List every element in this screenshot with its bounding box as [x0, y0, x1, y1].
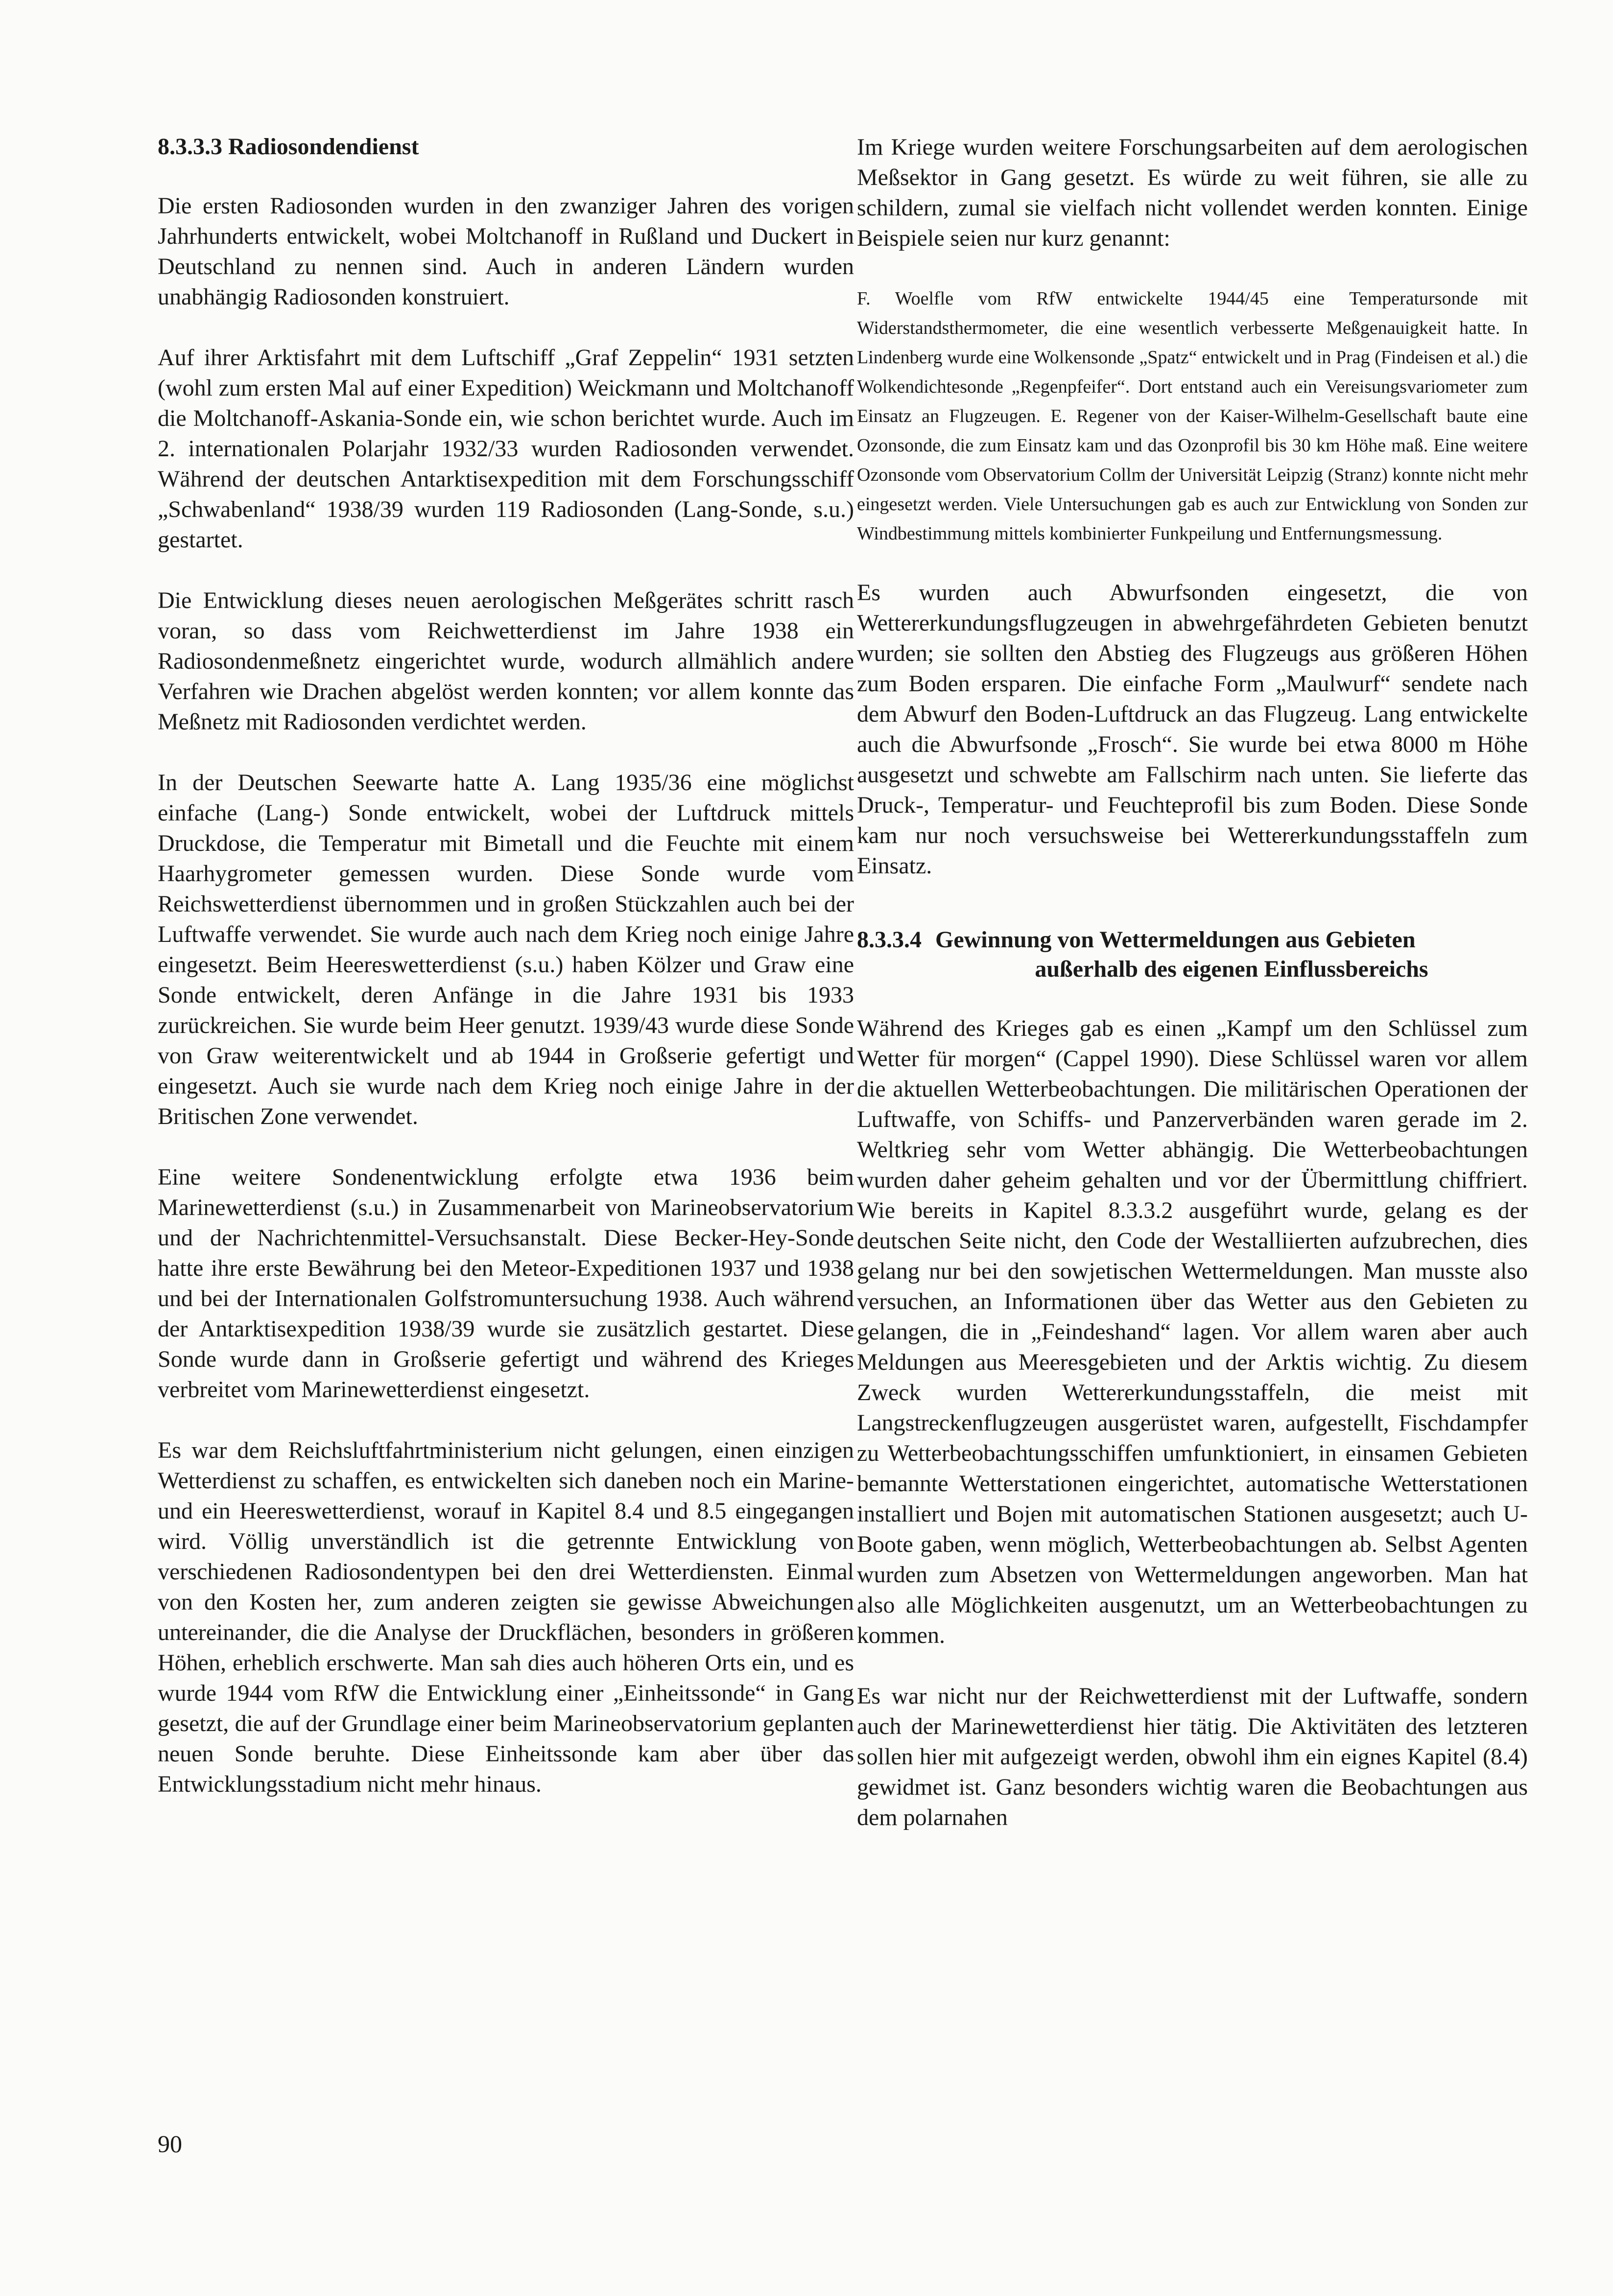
- heading-title-line-2: außerhalb des eigenen Einflussbereichs: [1035, 956, 1428, 982]
- paragraph: Eine weitere Sondenentwicklung erfolgte etwa 1936 beim Marinewetterdienst (s.u.) in Zusammenarbeit von Marineobservatorium und der Nachrichtenmittel-Versuchsanstalt. Diese Becker-Hey-Sonde hatte ihre erste Bewährung bei den Meteor-Expeditionen 1937 und 1938 und bei der Internationalen Golfstromuntersuchung 1938. Auch während der Antarktisexpedition 1938/39 wurde sie zusätzlich gestartet. Diese Sonde wurde dann in Großserie gefertigt und während des Krieges verbreitet vom Marinewetterdienst eingesetzt.: [158, 1164, 854, 1403]
- section-heading-8-3-3-3: 8.3.3.3 Radiosondendienst: [158, 134, 419, 160]
- page-number: 90: [158, 2130, 182, 2157]
- right-column: [857, 132, 1528, 1863]
- paragraph: Die ersten Radiosonden wurden in den zwanziger Jahren des vorigen Jahrhunderts entwickelt, wobei Moltchanoff in Rußland und Duckert in Deutschland zu nennen sind. Auch in anderen Ländern wurden unabhängig Radiosonden konstruiert.: [158, 193, 854, 310]
- paragraph: Während des Krieges gab es einen „Kampf um den Schlüssel zum Wetter für morgen“ (Cappel 1990). Diese Schlüssel waren vor allem die aktuellen Wetterbeobachtungen. Die militärischen Operationen der Luftwaffe, von Schiffs- und Panzerverbänden waren gerade im 2. Weltkrieg sehr vom Wetter abhängig. Die Wetterbeobachtungen wurden daher geheim gehalten und vor der Übermittlung chiffriert. Wie bereits in Kapitel 8.3.3.2 ausgeführt wurde, gelang es der deutschen Seite nicht, den Code der Westalliierten aufzubrechen, dies gelang nur bei den sowjetischen Wettermeldungen. Man musste also versuchen, an Informationen über das Wetter aus den Gebieten zu gelangen, die in „Feindeshand“ lagen. Vor allem waren aber auch Meldungen aus Meeresgebieten und der Arktis wichtig. Zu diesem Zweck wurden Wettererkundungsstaffeln, die meist mit Langstreckenflugzeugen ausgerüstet waren, aufgestellt, Fischdampfer zu Wetterbeobachtungsschiffen umfunktioniert, in einsamen Gebieten bemannte Wetterstationen eingerichtet, automatische Wetterstationen installiert und Bojen mit automatischen Stationen ausgesetzt; auch U-Boote gaben, wenn möglich, Wetterbeobachtungen ab. Selbst Agenten wurden zum Absetzen von Wettermeldungen angeworben. Man hat also alle Möglichkeiten ausgenutzt, um an Wetterbeobachtungen zu kommen.: [857, 1015, 1528, 1648]
- heading-title: [935, 925, 1528, 984]
- small-print-paragraph: F. Woelfle vom RfW entwickelte 1944/45 eine Temperatursonde mit Widerstandsthermometer, die eine wesentlich verbesserte Meßgenauigkeit hatte. In Lindenberg wurde eine Wolkensonde „Spatz“ entwickelt und in Prag (Findeisen et al.) die Wolkendichtesonde „Regenpfeifer“. Dort entstand auch ein Vereisungsvariometer zum Einsatz an Flugzeugen. E. Regener von der Kaiser-Wilhelm-Gesellschaft baute eine Ozonsonde, die zum Einsatz kam und das Ozonprofil bis 30 km Höhe maß. Eine weitere Ozonsonde vom Observatorium Collm der Universität Leipzig (Stranz) konnte nicht mehr eingesetzt werden. Viele Untersuchungen gab es auch zur Entwicklung von Sonden zur Windbestimmung mittels kombinierter Funkpeilung und Entfernungsmessung.: [857, 288, 1528, 544]
- paragraph: Es wurden auch Abwurfsonden eingesetzt, die von Wettererkundungsflugzeugen in abwehrgefährdeten Gebieten benutzt wurden; sie sollten den Abstieg des Flugzeugs aus größeren Höhen zum Boden ersparen. Die einfache Form „Maulwurf“ sendete nach dem Abwurf den Boden-Luftdruck an das Flugzeug. Lang entwickelte auch die Abwurfsonde „Frosch“. Sie wurde bei etwa 8000 m Höhe ausgesetzt und schwebte am Fallschirm nach unten. Sie lieferte das Druck-, Temperatur- und Feuchteprofil bis zum Boden. Diese Sonde kam nur noch versuchsweise bei Wettererkundungsstaffeln zum Einsatz.: [857, 580, 1528, 879]
- paragraph: In der Deutschen Seewarte hatte A. Lang 1935/36 eine möglichst einfache (Lang-) Sonde entwickelt, wobei der Luftdruck mittels Druckdose, die Temperatur mit Bimetall und die Feuchte mit einem Haarhygrometer gemessen wurden. Diese Sonde wurde vom Reichswetterdienst übernommen und in großen Stückzahlen auch bei der Luftwaffe verwendet. Sie wurde auch nach dem Krieg noch einige Jahre eingesetzt. Beim Heereswetterdienst (s.u.) haben Kölzer und Graw eine Sonde entwickelt, deren Anfänge in die Jahre 1931 bis 1933 zurückreichen. Sie wurde beim Heer genutzt. 1939/43 wurde diese Sonde von Graw weiterentwickelt und ab 1944 in Großserie gefertigt und eingesetzt. Auch sie wurde nach dem Krieg noch einige Jahre in der Britischen Zone verwendet.: [158, 770, 854, 1129]
- paragraph: Die Entwicklung dieses neuen aerologischen Meßgerätes schritt rasch voran, so dass vom Reichwetterdienst im Jahre 1938 ein Radiosondenmeßnetz eingerichtet wurde, wodurch allmählich andere Verfahren wie Drachen abgelöst werden konnten; vor allem konnte das Meßnetz mit Radiosonden verdichtet werden.: [158, 587, 854, 735]
- paragraph: Im Kriege wurden weitere Forschungsarbeiten auf dem aerologischen Meßsektor in Gang gesetzt. Es würde zu weit führen, sie alle zu schildern, zumal sie vielfach nicht vollendet werden konnten. Einige Beispiele seien nur kurz genannt:: [857, 134, 1528, 251]
- section-heading-8-3-3-4: [857, 925, 1528, 984]
- left-column: [158, 132, 854, 1830]
- paragraph: Es war dem Reichsluftfahrtministerium nicht gelungen, einen einzigen Wetterdienst zu schaffen, es entwickelten sich daneben noch ein Marine- und ein Heereswetterdienst, worauf in Kapitel 8.4 und 8.5 eingegangen wird. Völlig unverständlich ist die getrennte Entwicklung von verschiedenen Radiosondentypen bei den drei Wetterdiensten. Einmal von den Kosten her, zum anderen zeigten sie gewisse Abweichungen untereinander, die die Analyse der Druckflächen, besonders in größeren Höhen, erheblich erschwerte. Man sah dies auch höheren Orts ein, und es wurde 1944 vom RfW die Entwicklung einer „Einheitssonde“ in Gang gesetzt, die auf der Grundlage einer beim Marineobservatorium geplanten neuen Sonde beruhte. Diese Einheitssonde kam aber über das Entwicklungsstadium nicht mehr hinaus.: [158, 1437, 854, 1797]
- heading-title-line-1: Gewinnung von Wettermeldungen aus Gebieten: [935, 927, 1416, 953]
- paragraph: Es war nicht nur der Reichwetterdienst mit der Luftwaffe, sondern auch der Marinewetterdienst hier tätig. Die Aktivitäten des letzteren sollen hier mit aufgezeigt werden, obwohl ihm ein eignes Kapitel (8.4) gewidmet ist. Ganz besonders wichtig waren die Beobachtungen aus dem polarnahen: [857, 1683, 1528, 1830]
- paragraph: Auf ihrer Arktisfahrt mit dem Luftschiff „Graf Zeppelin“ 1931 setzten (wohl zum ersten Mal auf einer Expedition) Weickmann und Moltchanoff die Moltchanoff-Askania-Sonde ein, wie schon berichtet wurde. Auch im 2. internationalen Polarjahr 1932/33 wurden Radiosonden verwendet. Während der deutschen Antarktisexpedition mit dem Forschungsschiff „Schwabenland“ 1938/39 wurden 119 Radiosonden (Lang-Sonde, s.u.) gestartet.: [158, 345, 854, 553]
- heading-number: 8.3.3.4: [857, 927, 922, 953]
